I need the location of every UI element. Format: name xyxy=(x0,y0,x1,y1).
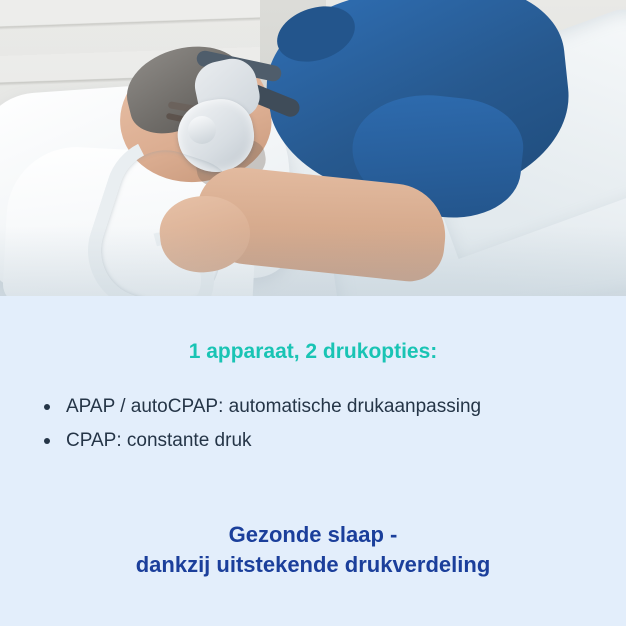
list-item-label: APAP / autoCPAP: automatische drukaanpassing xyxy=(66,396,482,417)
feature-list xyxy=(0,390,626,458)
list-item xyxy=(44,390,626,424)
bullet-dot-icon xyxy=(44,404,50,410)
photo-bottom-shade xyxy=(0,226,626,296)
footer-tagline-line-1: Gezonde slaap - xyxy=(228,522,398,547)
bedroom-photo xyxy=(0,0,626,296)
cpap-mask-elbow xyxy=(188,116,216,144)
bullet-dot-icon xyxy=(44,438,50,444)
footer-tagline-line-2: dankzij uitstekende drukverdeling xyxy=(135,552,491,577)
list-item xyxy=(44,424,626,458)
footer-tagline xyxy=(0,458,626,580)
text-panel xyxy=(0,296,626,626)
headline: 1 apparaat, 2 drukopties: xyxy=(188,340,438,363)
list-item-label: CPAP: constante druk xyxy=(66,430,252,451)
